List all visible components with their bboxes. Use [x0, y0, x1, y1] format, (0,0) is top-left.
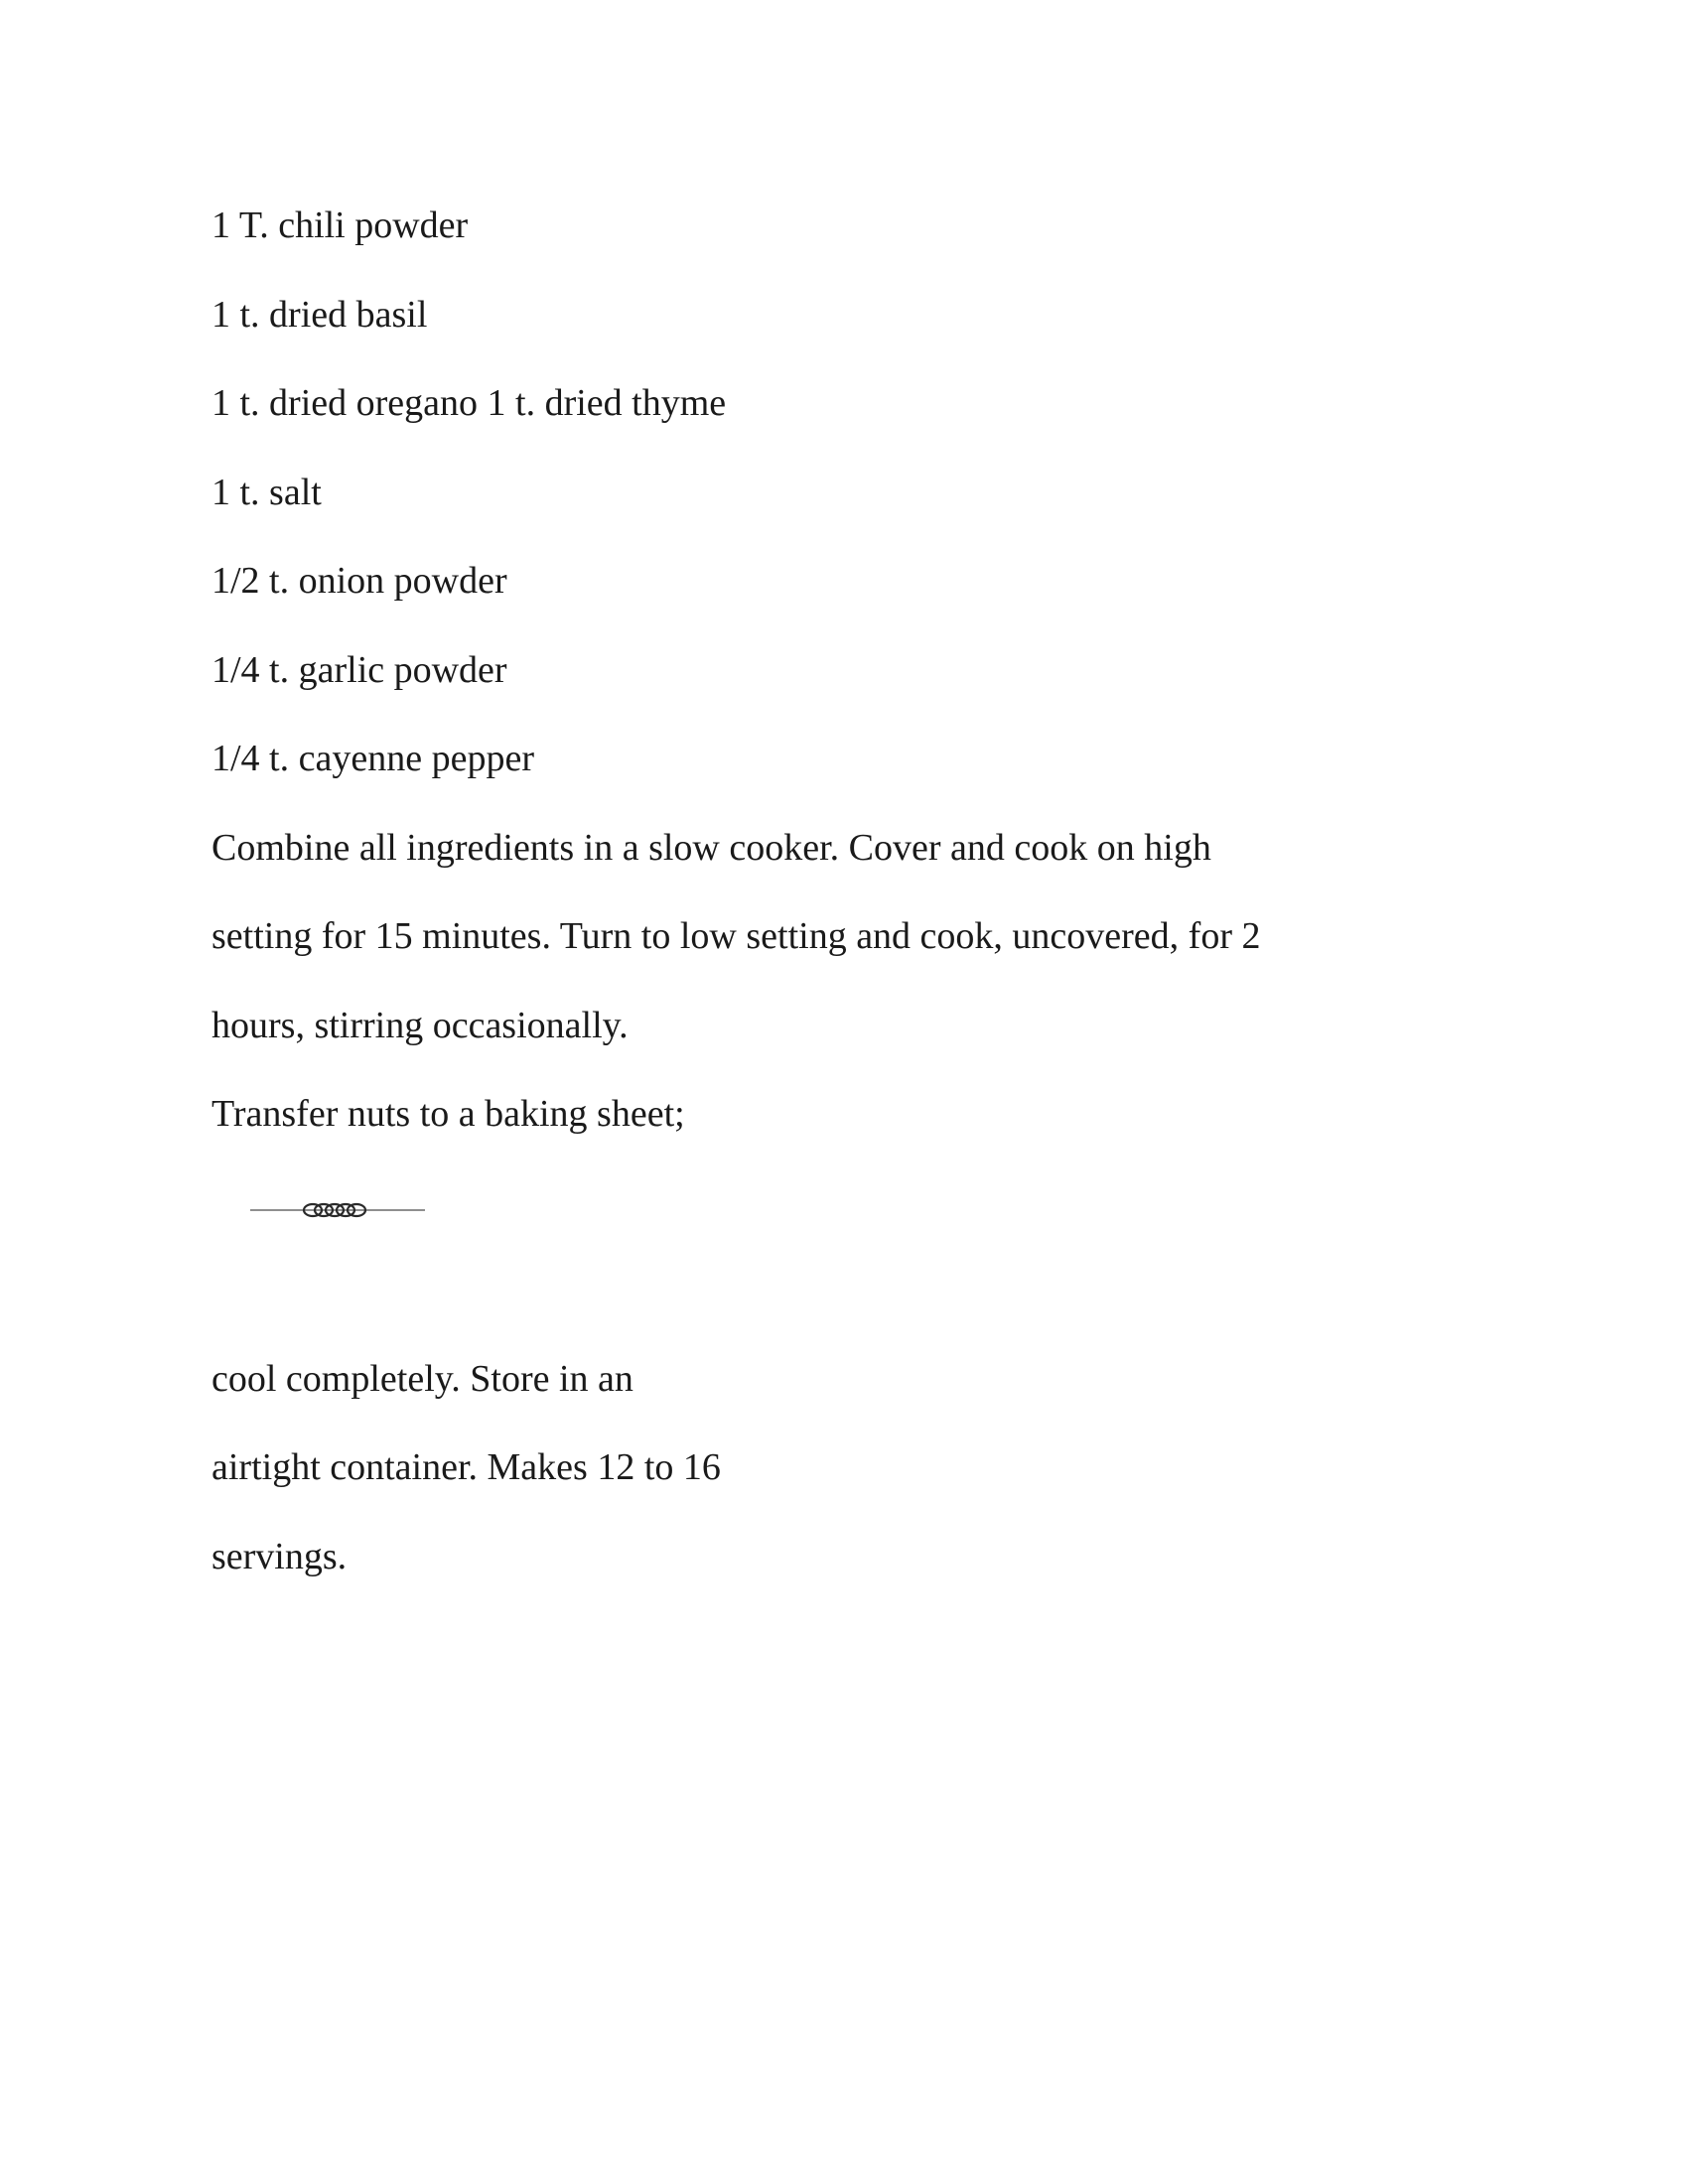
ingredient-line: 1 T. chili powder [211, 205, 469, 246]
ingredient-line: 1/4 t. cayenne pepper [211, 738, 534, 779]
ingredient-line: 1/2 t. onion powder [211, 560, 507, 602]
instruction-line: Combine all ingredients in a slow cooker. Cover and cook on high [211, 827, 1211, 869]
ingredient-line: 1/4 t. garlic powder [211, 649, 507, 691]
decorative-divider-icon [248, 1196, 427, 1224]
instruction-line: servings. [211, 1536, 348, 1577]
ingredient-line: 1 t. salt [211, 472, 322, 513]
instruction-line: Transfer nuts to a baking sheet; [211, 1093, 685, 1135]
ingredient-line: 1 t. dried oregano 1 t. dried thyme [211, 382, 727, 424]
instruction-line: airtight container. Makes 12 to 16 [211, 1446, 721, 1488]
instruction-line: cool completely. Store in an [211, 1358, 633, 1400]
instruction-line: setting for 15 minutes. Turn to low setting and cook, uncovered, for 2 [211, 915, 1261, 957]
instruction-line: hours, stirring occasionally. [211, 1005, 629, 1046]
ingredient-line: 1 t. dried basil [211, 294, 428, 336]
